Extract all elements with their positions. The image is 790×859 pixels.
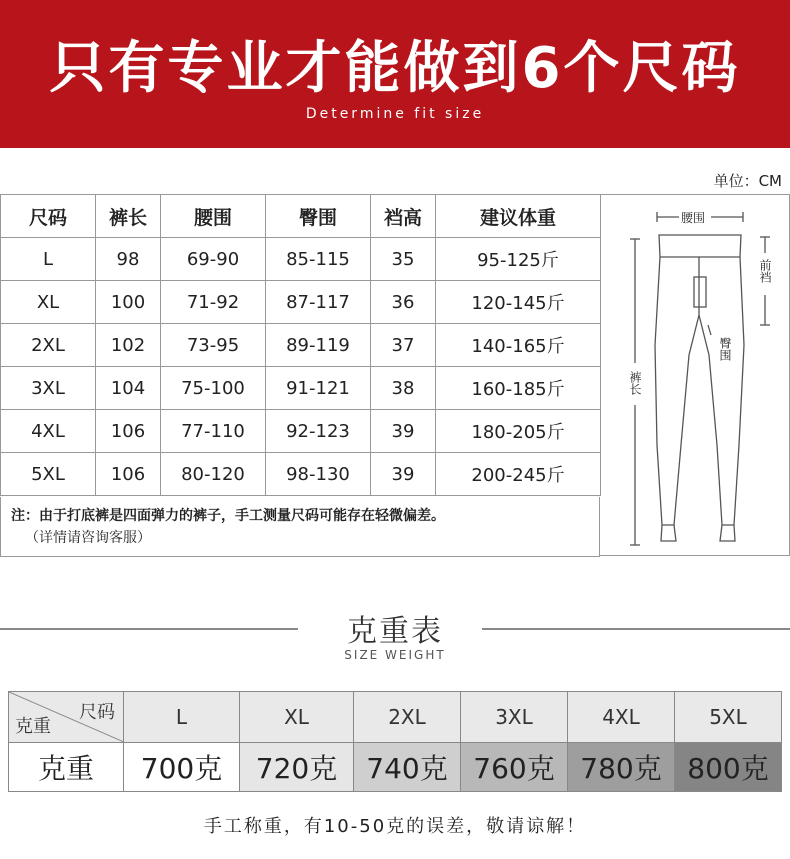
size-table-header-row (1, 195, 601, 238)
weight-value-cell: 760克 (461, 743, 568, 792)
table-cell: 3XL (1, 367, 96, 410)
table-cell: 75-100 (161, 367, 266, 410)
corner-size-label: 尺码 (79, 702, 115, 723)
note-subtext: （详情请咨询客服） (25, 530, 151, 546)
note-text: 注：由于打底裤是四面弹力的裤子，手工测量尺码可能存在轻微偏差。 (11, 508, 445, 524)
header-hip: 臀围 (266, 195, 371, 238)
weight-size-cell: 4XL (568, 692, 675, 743)
table-row (1, 324, 601, 367)
banner-subtitle: Determine fit size (305, 106, 485, 122)
table-cell: 140-165斤 (436, 324, 601, 367)
weight-value-cell: 700克 (124, 743, 240, 792)
unit-label: 单位：CM (713, 172, 782, 190)
table-cell: 85-115 (266, 238, 371, 281)
diagram-length-label: 裤长 (628, 371, 642, 395)
table-cell: 120-145斤 (436, 281, 601, 324)
header-size: 尺码 (1, 195, 96, 238)
pants-diagram (599, 194, 790, 556)
table-cell: 200-245斤 (436, 453, 601, 496)
table-cell: 160-185斤 (436, 367, 601, 410)
measurement-note (0, 497, 600, 557)
table-cell: 102 (96, 324, 161, 367)
weight-value-cell: 780克 (568, 743, 675, 792)
table-cell: 71-92 (161, 281, 266, 324)
weight-value-cell: 740克 (354, 743, 461, 792)
table-row (1, 238, 601, 281)
table-cell: 92-123 (266, 410, 371, 453)
table-cell: 2XL (1, 324, 96, 367)
weight-section-title: 克重表 (347, 614, 443, 649)
weight-size-cell: XL (240, 692, 354, 743)
table-cell: 39 (371, 410, 436, 453)
header-banner (0, 0, 790, 148)
weight-table (8, 691, 782, 792)
table-cell: 106 (96, 453, 161, 496)
table-cell: 36 (371, 281, 436, 324)
table-row (1, 367, 601, 410)
weight-row-label: 克重 (9, 743, 124, 792)
size-chart-table (0, 194, 601, 496)
weight-value-cell: 800克 (675, 743, 782, 792)
header-length: 裤长 (96, 195, 161, 238)
table-cell: 89-119 (266, 324, 371, 367)
table-cell: 95-125斤 (436, 238, 601, 281)
table-row (1, 453, 601, 496)
table-cell: 4XL (1, 410, 96, 453)
table-cell: 73-95 (161, 324, 266, 367)
table-cell: 91-121 (266, 367, 371, 410)
weight-tolerance-note: 手工称重，有10-50克的误差，敬请谅解！ (203, 816, 587, 837)
table-row (1, 410, 601, 453)
table-cell: 106 (96, 410, 161, 453)
weight-size-cell: 5XL (675, 692, 782, 743)
table-cell: 98 (96, 238, 161, 281)
table-cell: L (1, 238, 96, 281)
table-row (1, 281, 601, 324)
table-cell: 87-117 (266, 281, 371, 324)
weight-table-header-row (9, 692, 782, 743)
table-cell: 104 (96, 367, 161, 410)
weight-size-cell: 3XL (461, 692, 568, 743)
table-cell: 180-205斤 (436, 410, 601, 453)
table-cell: 80-120 (161, 453, 266, 496)
weight-size-cell: 2XL (354, 692, 461, 743)
table-cell: 98-130 (266, 453, 371, 496)
table-cell: 38 (371, 367, 436, 410)
table-cell: 69-90 (161, 238, 266, 281)
header-rise: 裆高 (371, 195, 436, 238)
table-cell: XL (1, 281, 96, 324)
weight-size-cell: L (124, 692, 240, 743)
diagram-waist-label: 腰围 (681, 211, 706, 225)
corner-weight-label: 克重 (15, 716, 51, 737)
header-waist: 腰围 (161, 195, 266, 238)
table-cell: 5XL (1, 453, 96, 496)
table-cell: 37 (371, 324, 436, 367)
header-weight: 建议体重 (436, 195, 601, 238)
diagram-front-rise-label: 前裆 (758, 259, 772, 283)
weight-value-row (9, 743, 782, 792)
corner-cell (9, 692, 124, 743)
table-cell: 100 (96, 281, 161, 324)
banner-title: 只有专业才能做到6个尺码 (49, 36, 741, 101)
diagram-hip-label: 臀围 (718, 337, 732, 361)
weight-value-cell: 720克 (240, 743, 354, 792)
table-cell: 35 (371, 238, 436, 281)
table-cell: 39 (371, 453, 436, 496)
table-cell: 77-110 (161, 410, 266, 453)
weight-section-subtitle: SIZE WEIGHT (344, 648, 446, 662)
